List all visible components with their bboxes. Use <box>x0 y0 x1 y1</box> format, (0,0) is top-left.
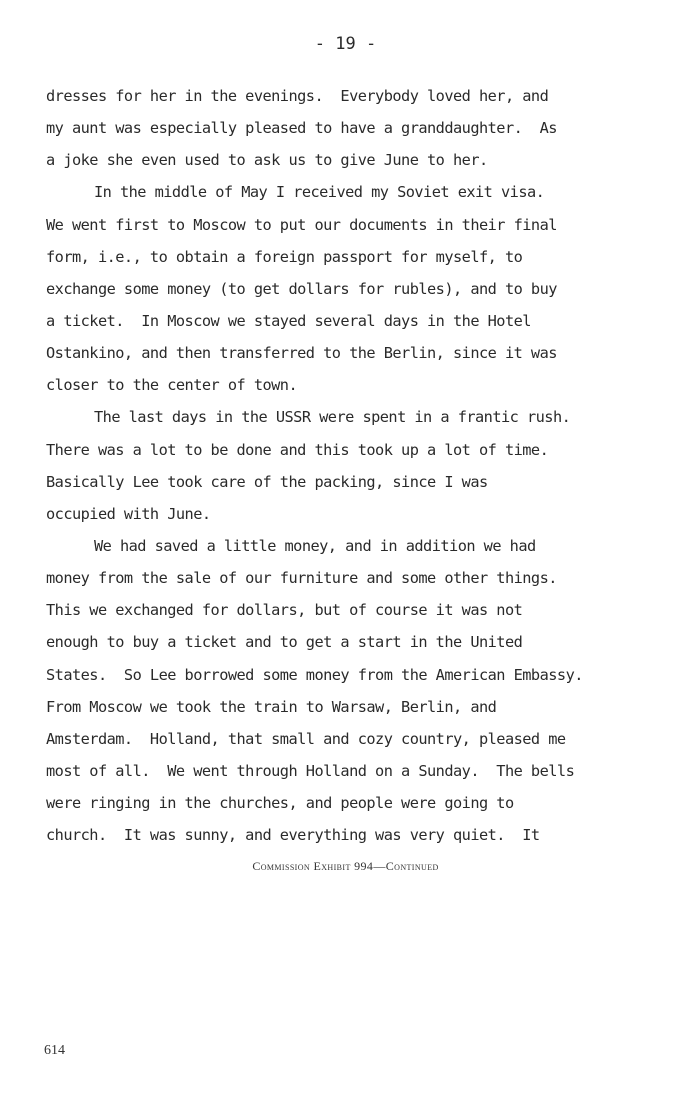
text-line: dresses for her in the evenings. Everybody loved her, and <box>46 87 549 105</box>
typed-letter-body <box>46 80 646 851</box>
paragraph-start-line: The last days in the USSR were spent in a frantic rush. <box>94 408 571 427</box>
text-line: my aunt was especially pleased to have a granddaughter. As <box>46 119 557 138</box>
exhibit-caption: Commission Exhibit 994—Continued <box>252 859 439 873</box>
text-line: money from the sale of our furniture and some other things. <box>46 569 557 588</box>
text-line: Ostankino, and then transferred to the Berlin, since it was <box>46 344 557 363</box>
text-line: This we exchanged for dollars, but of course it was not <box>46 601 523 620</box>
text-line: We went first to Moscow to put our documents in their final <box>46 215 557 234</box>
text-line: church. It was sunny, and everything was very quiet. It <box>46 826 540 845</box>
page-number-bottom: 614 <box>44 1043 65 1058</box>
text-line: occupied with June. <box>46 504 211 523</box>
paragraph-start-line: We had saved a little money, and in addition we had <box>94 536 536 555</box>
page-number-top: - 19 - <box>314 34 377 54</box>
paragraph-start-line: In the middle of May I received my Soviet exit visa. <box>94 183 545 202</box>
text-line: There was a lot to be done and this took up a lot of time. <box>46 440 549 459</box>
text-line: a joke she even used to ask us to give June to her. <box>46 151 488 170</box>
text-line: States. So Lee borrowed some money from the American Embassy. <box>46 665 583 684</box>
text-line: exchange some money (to get dollars for rubles), and to buy <box>46 279 557 298</box>
text-line: Amsterdam. Holland, that small and cozy country, pleased me <box>46 729 566 748</box>
text-line: closer to the center of town. <box>46 376 298 395</box>
text-line: enough to buy a ticket and to get a start in the United <box>46 633 523 652</box>
text-line: Basically Lee took care of the packing, since I was <box>46 472 488 491</box>
text-line: From Moscow we took the train to Warsaw, Berlin, and <box>46 697 497 716</box>
text-line: most of all. We went through Holland on a Sunday. The bells <box>46 761 575 780</box>
text-line: form, i.e., to obtain a foreign passport for myself, to <box>46 247 523 266</box>
text-line: were ringing in the churches, and people were going to <box>46 794 514 813</box>
text-line: a ticket. In Moscow we stayed several days in the Hotel <box>46 311 531 330</box>
